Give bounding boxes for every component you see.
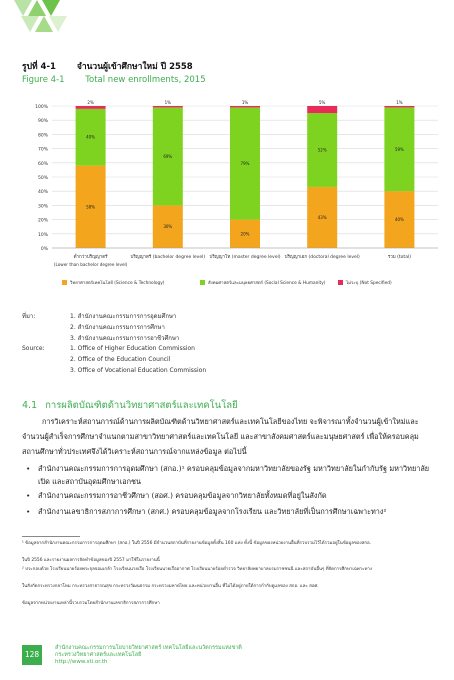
decorative-triangles xyxy=(0,0,80,60)
source-item: 3. Office of Vocational Education Commission xyxy=(70,367,207,374)
data-label: 69% xyxy=(163,153,173,159)
x-category-label: ต่ำกว่าปริญญาตรี xyxy=(73,255,108,260)
bullet-item xyxy=(26,505,433,518)
y-tick-label: 90% xyxy=(37,119,48,125)
data-label: 1% xyxy=(164,100,171,105)
y-tick-label: 50% xyxy=(37,176,48,181)
footer-publisher xyxy=(55,645,242,666)
figure-label-english: Figure 4-1 xyxy=(22,75,65,85)
data-label: 43% xyxy=(317,214,327,220)
bar-segment xyxy=(307,106,337,113)
footer-line[interactable]: http://www.sti.or.th xyxy=(55,659,108,665)
legend-swatch xyxy=(62,280,67,285)
y-tick-label: 70% xyxy=(37,147,48,153)
y-tick-label: 10% xyxy=(37,232,48,238)
data-label: 5% xyxy=(319,100,326,105)
legend-label: สังคมศาสตร์และมนุษยศาสตร์ (Social Science & Humanity) xyxy=(208,281,326,286)
footer-line: กระทรวงวิทยาศาสตร์และเทคโนโลยี xyxy=(55,652,142,658)
data-label: 1% xyxy=(396,100,403,105)
y-tick-label: 100% xyxy=(35,105,48,110)
source-item: 1. สำนักงานคณะกรรมการการอุดมศึกษา xyxy=(70,313,177,320)
x-category-label: รวม (total) xyxy=(387,255,411,260)
source-item: 3. สำนักงานคณะกรรมการการอาชีวศึกษา xyxy=(70,335,180,342)
y-tick-label: 80% xyxy=(37,133,48,139)
x-category-label: ปริญญาโท (master degree level) xyxy=(209,255,281,260)
data-label: 40% xyxy=(86,134,96,140)
section-paragraph: การวิเคราะห์สถานการณ์ด้านการผลิตบัณฑิตด้านวิทยาศาสตร์และเทคโนโลยีของไทย จะพิจารณาทั้งจำนวนผู้เข้าใหม่และจำนวนผู้สำเร็จการศึกษาจำแนกตามสาขาวิทยาศาสตร์และเทคโนโลยี และสาขาสังคมศาสตร์และมนุษยศาสตร์ เพื่อให้ครอบคลุมสถานศึกษาทั่วประเทศจึงได้วิเคราะห์สถานการณ์จากแหล่งข้อมูล ต่อไปนี้ xyxy=(22,417,419,456)
page-number: 128 xyxy=(22,645,42,665)
x-category-label: (Lower than bachelor degree level) xyxy=(53,262,128,267)
source-item: 2. Office of the Education Council xyxy=(70,356,171,363)
data-label: 59% xyxy=(394,146,404,152)
data-label: 52% xyxy=(317,147,327,153)
source-item: 2. สำนักงานคณะกรรมการการศึกษา xyxy=(70,324,165,331)
footnote: ในปี 2556 และรายงานผลการจัดทำข้อมูลของปี 2557 มาใช้ในรายงานนี้ xyxy=(22,558,160,563)
stacked-bar-chart xyxy=(0,92,454,302)
data-label: 20% xyxy=(240,231,250,237)
data-label: 30% xyxy=(163,224,173,230)
section-title: การผลิตบัณฑิตด้านวิทยาศาสตร์และเทคโนโลยี xyxy=(45,400,238,411)
footnote: ในสังกัดกระทรวงกลาโหม กระทรวงสาธารณสุข กระทรวงวัฒนธรรม กระทรวงมหาดไทย และหน่วยงานอื่น ที่ไม่ได้อยู่ภายใต้การกำกับดูแลของ สกอ. และ สอศ. xyxy=(22,584,319,589)
y-tick-label: 40% xyxy=(37,190,48,196)
footer-line: สำนักงานคณะกรรมการนโยบายวิทยาศาสตร์ เทคโนโลยีและนวัตกรรมแห่งชาติ xyxy=(55,645,242,651)
bullet-text: สำนักงานคณะกรรมการอาชีวศึกษา (สอศ.) ครอบคลุมข้อมูลจากวิทยาลัยทั้งหมดที่อยู่ในสังกัด xyxy=(38,491,327,500)
figure-caption-english: Total new enrollments, 2015 xyxy=(85,75,206,85)
bullet-item xyxy=(26,462,433,488)
bullet-item xyxy=(26,489,433,502)
footnote: ข้อมูลจากหน่วยงานเหล่านี้รวบรวมโดยสำนักงานเลขาธิการสภาการศึกษา xyxy=(22,601,160,606)
y-tick-label: 60% xyxy=(37,161,48,167)
source-label-english: Source: xyxy=(22,345,45,352)
bar-segment xyxy=(230,106,260,107)
figure-title-english xyxy=(22,75,224,85)
x-category-label: ปริญญาเอก (doctoral degree level) xyxy=(284,255,360,260)
legend-swatch xyxy=(200,280,205,285)
section-heading xyxy=(22,398,246,413)
y-tick-label: 0% xyxy=(40,247,48,252)
footnote: ² ประกอบด้วย โรงเรียนนายร้อยพระจุลจอมเกล้า โรงเรียนนายเรือ โรงเรียนนายเรืออากาศ โรงเรียนนายร้อยตำรวจ วิทยาลัยพยาบาลบรมราชชนนี และสถาบันอื่นๆ ที่จัดการศึกษาเฉพาะทาง xyxy=(22,567,373,572)
bullet-text: สำนักงานคณะกรรมการการอุดมศึกษา (สกอ.)¹ ครอบคลุมข้อมูลจากมหาวิทยาลัยของรัฐ มหาวิทยาลัยในกำกับรัฐ มหาวิทยาลัยเปิด และสถาบันอุดมศึกษาเอกชน xyxy=(38,464,430,486)
y-tick-label: 20% xyxy=(37,218,48,224)
data-label: 1% xyxy=(241,100,249,105)
footnote-divider xyxy=(22,536,80,537)
footnote: ¹ ข้อมูลจากสำนักงานคณะกรรมการการอุดมศึกษา (สกอ.) ในปี 2556 มีจำนวนสถาบันที่รายงานข้อมูลทั้งสิ้น 160 แห่ง ทั้งนี้ ข้อมูลของหน่วยงานอื่นที่รวบรวมไว้ได้รวมอยู่ในข้อมูลของสกอ. xyxy=(22,541,372,546)
data-label: 79% xyxy=(240,161,250,167)
legend-label: ไม่ระบุ (Not Specified) xyxy=(346,281,392,286)
bar-segment xyxy=(384,106,414,107)
figure-title-thai xyxy=(22,59,211,73)
data-label: 58% xyxy=(86,204,96,210)
bullet-dot-icon: • xyxy=(26,507,31,516)
source-item: 1. Office of Higher Education Commission xyxy=(70,345,195,352)
y-tick-label: 30% xyxy=(37,204,48,210)
bar-segment xyxy=(153,106,183,107)
data-label: 40% xyxy=(394,217,404,223)
figure-label-thai: รูปที่ 4-1 xyxy=(22,62,56,72)
legend-swatch xyxy=(338,280,343,285)
figure-caption-thai: จำนวนผู้เข้าศึกษาใหม่ ปี 2558 xyxy=(76,62,193,72)
bullet-text: สำนักงานเลขาธิการสภาการศึกษา (สกศ.) ครอบคลุมข้อมูลจากโรงเรียน และวิทยาลัยที่เป็นการศึกษาเฉพาะทาง² xyxy=(38,507,387,516)
legend-label: วิทยาศาสตร์เทคโนโลยี (Science & Technology) xyxy=(70,281,165,286)
data-label: 2% xyxy=(87,100,94,105)
section-number: 4.1 xyxy=(22,400,38,411)
source-label-thai: ที่มา: xyxy=(22,313,36,320)
bullet-dot-icon: • xyxy=(26,464,31,473)
bar-segment xyxy=(76,106,106,109)
bullet-dot-icon: • xyxy=(26,491,31,500)
x-category-label: ปริญญาตรี (bachelor degree level) xyxy=(130,255,206,260)
